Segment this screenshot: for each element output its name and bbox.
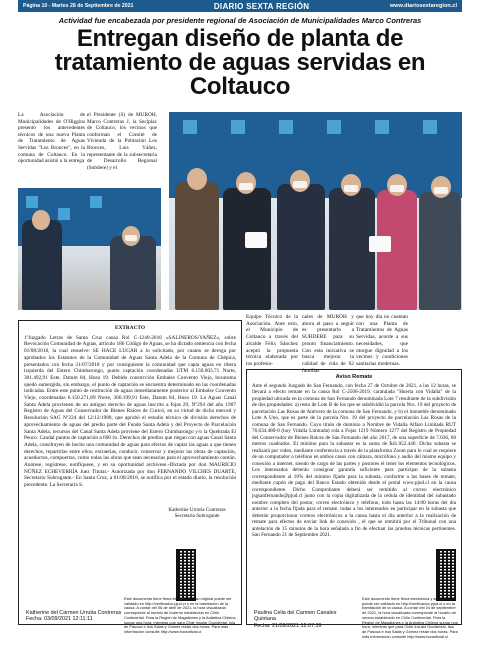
face-mask (293, 181, 307, 188)
banner-logo (90, 196, 102, 208)
banner-logo (183, 120, 197, 134)
held-document (245, 232, 267, 248)
article-column-3: Equipo Técnico de la Asociación. Ante esto, el Municipio de Coltauco a través del alcalde Félix Sánchez aceptó la propuesta técnica elaborada por los profesio- (246, 314, 298, 367)
person-figure (419, 192, 461, 310)
legal-notice-aviso-remate (246, 369, 462, 625)
page-header-bar (18, 0, 462, 12)
held-document (369, 236, 391, 252)
face-mask (239, 183, 253, 190)
face-mask (125, 235, 137, 241)
page-info: Página 10 - Martes 28 de Septiembre de 2021 (23, 3, 134, 9)
aviso-body: Ante el segundo Juzgado de San Fernando, con fecha 27 de Octubre de 2021, a las 12 horas, se llevará a efecto remate en la causa Rol C-2506-2019, caratulada "Huerta con Vidalla" de la propiedad ubicada en la comuna de San Fernando denominada Lote 7 resultante de la subdivisión de dos propiedades: a) resto de Lote B de los que se subdividió la parcela Nro. 19 del proyecto de parcelación Las Rosas de Antivero de la comuna de San Fernando, y b) el inmueble denominado Lote A Uno, que es parte de la parcela Nro. 19 del proyecto de parcelación Las Rosas de la comuna de San Fernando. Cuyo título de dominio a Nombre de Vidalla Alfaro Limitada RUT 76.634.480-0 (hoy Vidalla Limitada) rola a Fojas 1219 Número 1277 del Registro de Propiedad del Conservador de Bienes Raíces de San Fernando del año 2017, de una superficie de 7.036, 68 metros cuadrados. El mínimo para la subastar es la suma de $41.052.440. Dicha subasta se realizará por video, mediante conferencia a través de la plataforma Zoom para lo cual se requiere de un computador o teléfono en ambos casos con cámara, micrófono y audio del mismo equipo y conexión a internet, siendo de cargo de las partes y postores el tener los elementos tecnológicos. Los interesados deberán consignar garantía suficiente para participar de la subasta correspondiente al 10% del mínimo fijado para la subasta, conforme a las bases de remate, mediante cupón de pago del Banco Estado obtenido desde el portal www.pjud.cl en la causa correspondiente. Dicho Comprobante deberá ser remitido al correo electrónico jsgsanfernando@pjud.cl junto con la copia digitalizada de la cédula de identidad del subastado nombre completo del postor, correo electrónico y teléfono, todo hasta las 14:00 horas del día anterior a la fecha fijada para el remate. todas a los interesados en participar en la subasta que deberán proporcionar correos electrónicos a la causa hasta el día anterior a la realización de remate para efectos de enviar link de conexión , el que se remitirá por el Tribunal con una antelación de 15 minutos de la hora señalada a fin de efectuar las pruebas técnicas pertinentes. San Fernando 21 de Septiembre 2021. (252, 382, 456, 538)
face-mask (344, 185, 358, 192)
article-photo-main (169, 112, 462, 310)
banner-logo (327, 120, 341, 134)
article-photo-small (18, 188, 161, 310)
extracto-verification-note: Este documento tiene firma electrónica y su original puede ser validado en http://verificadoc.pjud.cl o en la tramitación de la causa. A contar del 06 de abril de 2021, la hora visualizada corresponde al horario de invierno establecido en Chile Continental. Para la Región de Magallanes y la Antártica Chilena sumar una hora, mientras que para Chile Insular Occidental, Isla de Pascua e Isla Salas y Gómez restar dos horas. Para más información consulte http://www.horaoficial.cl (124, 596, 236, 634)
footer-name: Katherine del Carmen Urrutia Contreras (26, 610, 122, 616)
qr-code-icon (436, 549, 456, 601)
banner-logo (423, 120, 437, 134)
aviso-footer (254, 610, 354, 629)
banner-logo (26, 196, 38, 208)
footer-name: Paulina Celia del Carmen Canales Quintana (254, 610, 337, 623)
article-column-2: el Presidente (S) de MUROH, Marco Contreras J, la Seciplac de Coltauco, los vecinos que conforman el Comité de Vivienda de la Población Los Bronces, Luis Yáñez, representante de la subsecretaria de Desarrollo Regional (Subdere) y el (87, 112, 157, 171)
aviso-verification-note: Este documento tiene firma electrónica y su original puede ser validado en http://verificadoc.pjud.cl o en la tramitación de la causa. A contar del 04 de septiembre de 2021, la hora visualizada corresponde al horario de verano establecido en Chile Continental. Para la Región de Magallanes y la Antártica Chilena sumar una hora, mientras que para Chile Insular Occidental, Isla de Pascua e Isla Salas y Gómez restar dos horas. Para más información consulte http://www.horaoficial.cl (362, 596, 458, 639)
article-headline: Entregan diseño de planta de tratamiento de aguas servidas en Coltauco (54, 25, 426, 100)
banner-logo (375, 120, 389, 134)
face-mask (434, 187, 448, 194)
person-figure (175, 182, 219, 310)
signature-name: Katherine Urrutia Contreras (168, 507, 226, 513)
person-figure (277, 184, 325, 310)
article-column-5: que hoy día no cuentan con una Planta de Tratamientos de Aguas Servidas, acorde a sus necesidades, que otorgue dignidad a los vecinos y condiciones sanitarias modernas. (356, 314, 408, 367)
banner-logo (279, 120, 293, 134)
footer-date: Fecha: 03/09/2021 12:11:11 (26, 616, 93, 623)
aviso-title: Aviso Remate (335, 374, 373, 380)
legal-notice-extracto (18, 320, 242, 625)
banner-logo (231, 120, 245, 134)
person-head (187, 168, 207, 190)
extracto-body: 1ºJuzgado Letras de Santa Cruz causa Rol C-1240-2016 «SALINEROS/YAÑEZ», sobre Revocación Comunidad de Aguas, artículo 186 Código de Aguas, se ha dictado sentencia con fecha 01/08/2018, la cual resuelve: SE HACE LUGAR a lo solicitado, por cuanto se deroga por aprobados los Estatutos de la Comunidad de Aguas Santa Adela de la Comuna de Chépica, presentados con fecha 31/07/2018 y por consiguiente la comunidad que capta aguas en ribera izquierda del Estero Chimbarongo, punto captación coordenadas UTM 6.150.603,71 Norte, 301.492,91 Este, Datum 84, Huso 19. Debido constrcción Embalse Convento Viejo, bocatoma quedó sumergida, sin embargo, el punto de captación se encuentra determinado en las coordenadas indicadas. Entre este punto de restitución de aguas inmediatamente posterior al Embalse Convento Viejo, coordenadas 6.150.271,89 Norte, 300.199,91 Este, Datum 84, Huso 19. La Aguas Canal Santa Adela provienen de un antiguo derecho de aguas inscrito a fojas 29, Nº294 del año 1907 Registro de Aguas del Conservador de Bienes Raíces de Curicó, en su virtud de dicha merced y Resolución SAG Nº224 del 12/12/1988, que aprobó el estudio técnico de división derechos de aprovechamiento de aguas del predio parte del Fundo Santa Adela y del Proyecto de Parcelación Santa Adela, recursos del Canal Santa Adela proviene del Estero Chimbarongo y/o la Quebrada El Peuco. Caudal puntos de captación a 600 l/s. Derechos de predios que riegan con aguas Canal Santa Adela, consiltuyen de hecho una comunidad de aguas para efectos de captar las aguas a que tienen derechos, repartirlas entre ellos, extraerlas, conducir, conservar y mejorar las obras de captación, acueductos, compuertas, como todas las obras que sean necesarias para el aprovechamiento común. Anótese, regístrese, notifíquese, y en su oportunidad archívese.-Dictada por don MAURICIO NÚÑEZ ECHEVERRÍA Juez Titular.- Autorizada por don FERNANDO VILCHES DUARTE, Secretario Subrogante.- En Santa Cruz, a 01/08/2018, se notifica por el estado diario, la resolución precedente. La Secretaria S. (24, 334, 236, 489)
newspaper-brand: DIARIO SEXTA REGIÓN (213, 1, 310, 11)
qr-code-icon (176, 549, 196, 601)
extracto-signature (147, 507, 247, 520)
extracto-footer (26, 610, 126, 623)
footer-date: Fecha: 21/09/2021 12:07:39 (254, 622, 322, 629)
signature-role: Secretaria Subrogante (174, 513, 220, 520)
face-mask (390, 185, 404, 192)
extracto-title: EXTRACTO (115, 325, 145, 331)
person-figure (22, 220, 62, 310)
article-column-1: La Asociación de Municipalidades de O'Higgins presentó los antecedentes técnicos de una nueva Planta de Tratamiento de Aguas Servidas "Los Bronces", en la comuna de Coltauco. En la oportunidad asistió a la entrega (18, 112, 85, 165)
person-head (32, 210, 50, 230)
article-kicker: Actividad fue encabezada por presidente regional de Asociación de Municipalidades Marco Contreras (58, 16, 422, 25)
website-link[interactable]: www.diariosextaregion.cl (389, 3, 457, 9)
banner-logo (58, 208, 70, 220)
article-column-4: nales de MUROH y ahora el paso a seguir es presentarlo a SUBDERE para su pronto financiamiento. Con esta iniciativa se busca mejorar la calidad de vida de 62 familias (302, 314, 354, 374)
person-figure (223, 188, 271, 310)
person-figure (110, 236, 156, 310)
